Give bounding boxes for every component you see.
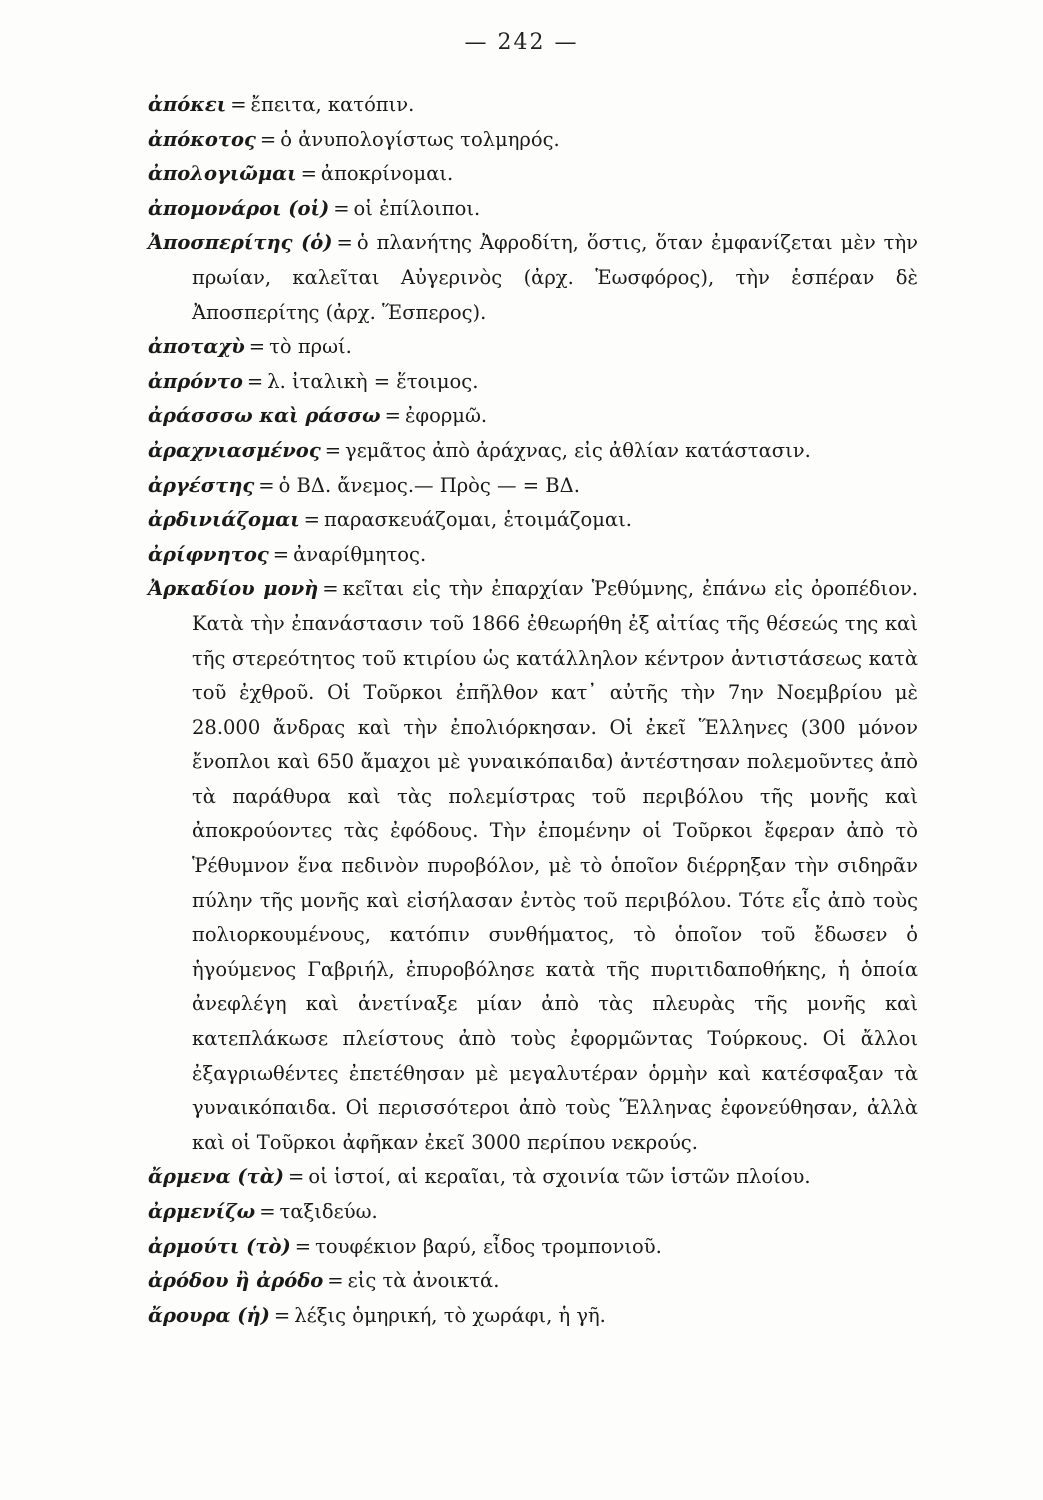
- equals-sign: =: [272, 542, 290, 566]
- page-number: — 242 —: [464, 30, 579, 55]
- equals-sign: =: [336, 231, 353, 255]
- glossary-entry: [148, 157, 918, 192]
- entry-definition: οἱ ἐπίλοιποι.: [353, 196, 481, 220]
- entry-definition: ἐφορμῶ.: [404, 404, 488, 428]
- entry-headword: Ἀποσπερίτης (ὁ): [148, 231, 333, 255]
- equals-sign: =: [259, 1200, 276, 1223]
- glossary-entry: [148, 1160, 918, 1195]
- entry-definition: ἔπειτα, κατόπιν.: [250, 93, 415, 116]
- equals-sign: =: [324, 438, 342, 462]
- entry-definition: ἀναρίθμητος.: [293, 542, 427, 566]
- entry-headword: ἀράσσσω καὶ ράσσω: [148, 404, 381, 428]
- glossary-entry: [148, 88, 918, 123]
- glossary-entry: [148, 1264, 918, 1299]
- glossary-entry: [148, 572, 918, 1160]
- glossary-entry: [148, 1299, 918, 1334]
- equals-sign: =: [248, 335, 266, 359]
- entry-definition: τουφέκιον βαρύ, εἶδος τρομπονιοῦ.: [315, 1234, 662, 1258]
- glossary-entry: [148, 1195, 918, 1230]
- glossary-entry: [148, 226, 918, 330]
- glossary-entries: [148, 88, 918, 1333]
- entry-definition: ἀποκρίνομαι.: [320, 162, 454, 186]
- equals-sign: =: [273, 1303, 291, 1327]
- equals-sign: =: [384, 404, 401, 428]
- equals-sign: =: [288, 1165, 305, 1189]
- glossary-entry: [148, 330, 918, 365]
- entry-definition: λέξις ὁμηρική, τὸ χωράφι, ἡ γῆ.: [294, 1303, 606, 1327]
- equals-sign: =: [246, 369, 264, 393]
- entry-headword: ἀρμούτι (τὸ): [148, 1234, 291, 1258]
- glossary-entry: [148, 434, 918, 469]
- entry-definition: ταξιδεύω.: [279, 1200, 378, 1223]
- entry-definition: τὸ πρωί.: [269, 335, 352, 359]
- glossary-entry: [148, 399, 918, 434]
- glossary-entry: [148, 469, 918, 504]
- glossary-entry: [148, 365, 918, 400]
- entry-headword: ἀπρόντο: [148, 369, 243, 393]
- entry-headword: ἀρδινιάζομαι: [148, 508, 300, 532]
- glossary-entry: [148, 503, 918, 538]
- equals-sign: =: [322, 577, 339, 601]
- glossary-entry: [148, 1230, 918, 1265]
- equals-sign: =: [259, 127, 277, 151]
- entry-headword: ἀπόκοτος: [148, 127, 256, 151]
- equals-sign: =: [294, 1234, 312, 1258]
- entry-headword: ἀρμενίζω: [148, 1200, 256, 1223]
- entry-headword: ἀπομονάροι (οἱ): [148, 196, 330, 220]
- entry-headword: ἄρμενα (τὰ): [148, 1165, 285, 1189]
- entry-definition: ὁ ἀνυπολογίστως τολμηρός.: [280, 127, 560, 151]
- equals-sign: =: [333, 196, 350, 220]
- entry-definition: λ. ἰταλικὴ = ἕτοιμος.: [267, 369, 479, 393]
- entry-headword: ἀρόδου ἢ ἀρόδο: [148, 1269, 324, 1293]
- glossary-entry: [148, 192, 918, 227]
- equals-sign: =: [230, 93, 247, 116]
- equals-sign: =: [303, 508, 321, 532]
- entry-headword: ἄρουρα (ἡ): [148, 1303, 270, 1327]
- entry-headword: Ἀρκαδίου μονὴ: [148, 577, 319, 601]
- entry-definition: κεῖται εἰς τὴν ἐπαρχίαν Ῥεθύμνης, ἐπάνω εἰς ὀροπέδιον. Κατὰ τὴν ἐπανάστασιν τοῦ 1866 ἐθεωρήθη ἐξ αἰτίας τῆς θέσεώς της καὶ τῆς στερεότητος τοῦ κτιρίου ὡς κατάλληλον κέντρον ἀντιστάσεως κατὰ τοῦ ἐχθροῦ. Οἱ Τοῦρκοι ἐπῆλθον κατ᾽ αὐτῆς τὴν 7ην Νοεμβρίου μὲ 28.000 ἄνδρας καὶ τὴν ἐπολιόρκησαν. Οἱ ἐκεῖ Ἕλληνες (300 μόνον ἔνοπλοι καὶ 650 ἄμαχοι μὲ γυναικόπαιδα) ἀντέστησαν πολεμοῦντες ἀπὸ τὰ παράθυρα καὶ τὰς πολεμίστρας τοῦ περιβόλου τῆς μονῆς καὶ ἀποκρούοντες τὰς ἐφόδους. Τὴν ἐπομένην οἱ Τοῦρκοι ἔφεραν ἀπὸ τὸ Ῥέθυμνον ἕνα πεδινὸν πυροβόλον, μὲ τὸ ὁποῖον διέρρηξαν τὴν σιδηρᾶν πύλην τῆς μονῆς καὶ εἰσήλασαν ἐντὸς τοῦ περιβόλου. Τότε εἷς ἀπὸ τοὺς πολιορκουμένους, κατόπιν συνθήματος, τὸ ὁποῖον τοῦ ἔδωσεν ὁ ἡγούμενος Γαβριήλ, ἐπυροβόλησε κατὰ τῆς πυριτιδαποθήκης, ἡ ὁποία ἀνεφλέγη καὶ ἀνετίναξε μίαν ἀπὸ τὰς πλευρὰς τῆς μονῆς καὶ κατεπλάκωσε πλείστους ἀπὸ τοὺς ἐφορμῶντας Τούρκους. Οἱ ἄλλοι ἐξαγριωθέντες ἐπετέθησαν μὲ μεγαλυτέραν ὁρμὴν καὶ κατέσφαξαν τὰ γυναικόπαιδα. Οἱ περισσότεροι ἀπὸ τοὺς Ἕλληνας ἐφονεύθησαν, ἀλλὰ καὶ οἱ Τοῦρκοι ἀφῆκαν ἐκεῖ 3000 περίπου νεκρούς.: [192, 577, 918, 1154]
- equals-sign: =: [327, 1269, 344, 1293]
- entry-headword: ἀραχνιασμένος: [148, 438, 321, 462]
- entry-headword: ἀπόκει: [148, 93, 227, 116]
- entry-definition: γεμᾶτος ἀπὸ ἀράχνας, εἰς ἀθλίαν κατάστασιν.: [345, 438, 811, 462]
- entry-definition: εἰς τὰ ἀνοικτά.: [347, 1269, 500, 1293]
- entry-definition: ὁ πλανήτης Ἀφροδίτη, ὅστις, ὅταν ἐμφανίζεται μὲν τὴν πρωίαν, καλεῖται Αὐγερινὸς (ἀρχ. Ἑωσφόρος), τὴν ἑσπέραν δὲ Ἀποσπερίτης (ἀρχ. Ἕσπερος).: [192, 231, 918, 324]
- entry-definition: παρασκευάζομαι, ἑτοιμάζομαι.: [324, 508, 632, 532]
- glossary-entry: [148, 123, 918, 158]
- entry-definition: οἱ ἱστοί, αἱ κεραῖαι, τὰ σχοινία τῶν ἱστῶν πλοίου.: [308, 1165, 811, 1189]
- entry-headword: ἀργέστης: [148, 473, 255, 497]
- glossary-entry: [148, 538, 918, 573]
- entry-headword: ἀπολογιῶμαι: [148, 162, 297, 186]
- entry-headword: ἀρίφνητος: [148, 542, 269, 566]
- entry-headword: ἀποταχὺ: [148, 335, 245, 359]
- equals-sign: =: [300, 162, 317, 186]
- equals-sign: =: [258, 473, 275, 497]
- entry-definition: ὁ ΒΔ. ἄνεμος.— Πρὸς — = ΒΔ.: [278, 473, 580, 497]
